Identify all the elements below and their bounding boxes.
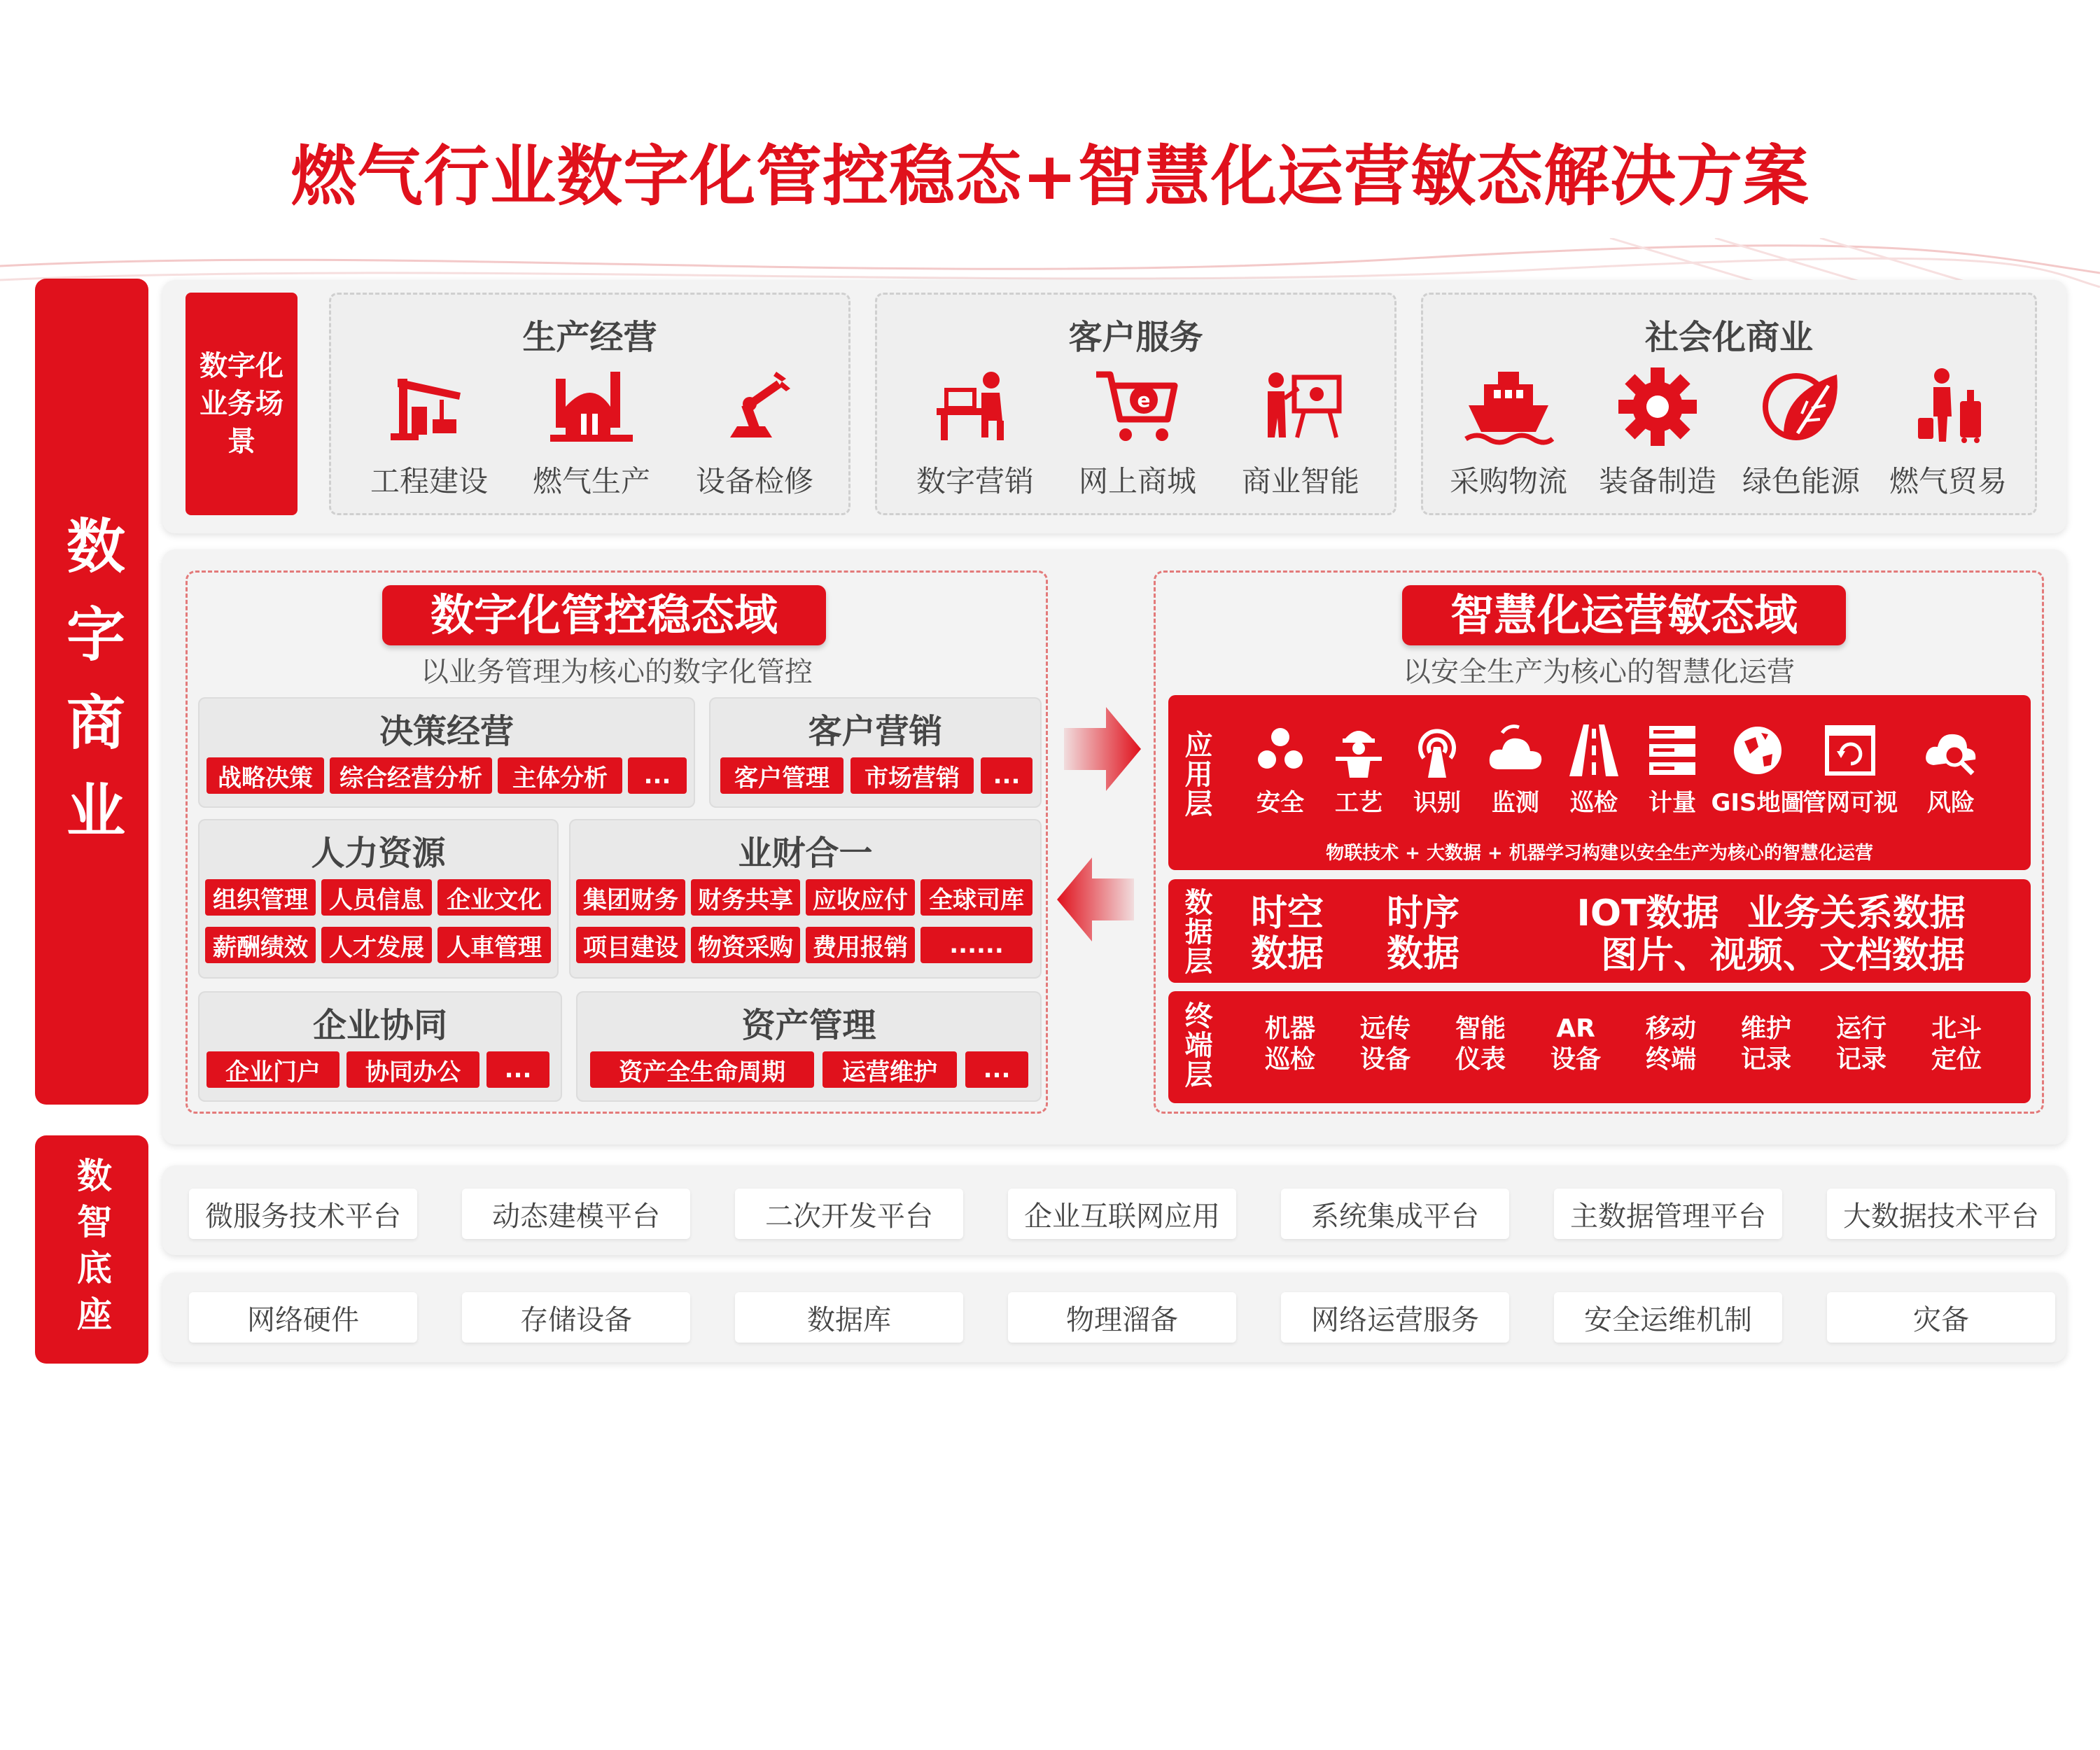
service-digital-marketing[interactable] [905, 365, 1045, 500]
traveler-icon [1903, 365, 1994, 449]
chip[interactable]: 协同办公 [346, 1051, 479, 1088]
cloud-search-icon [1924, 723, 1978, 778]
app-pipeline-visual[interactable] [1802, 723, 1898, 818]
card-title: 客户营销 [808, 712, 943, 751]
service-label: 装备制造 [1598, 464, 1716, 498]
card-collaboration [198, 991, 562, 1102]
chip[interactable]: 企业文化 [438, 879, 551, 916]
service-gas-trade[interactable] [1878, 365, 2018, 500]
more-chip[interactable]: ... [486, 1051, 550, 1088]
app-label: 管网可视 [1802, 789, 1898, 817]
card-title: 人力资源 [311, 834, 446, 873]
svg-text:e: e [1137, 388, 1151, 412]
chip[interactable]: 资产全生命周期 [590, 1051, 814, 1088]
group-customer-service [875, 293, 1396, 515]
cloud-icon [1488, 723, 1543, 778]
service-label: 绿色能源 [1742, 464, 1860, 498]
card-title: 业财合一 [738, 834, 873, 873]
robot-arm-icon [709, 365, 800, 449]
service-business-intelligence[interactable] [1231, 365, 1371, 500]
platform-item[interactable]: 微服务技术平台 [189, 1189, 417, 1239]
infrastructure-item[interactable]: 数据库 [735, 1292, 963, 1343]
layer-label: 数据层 [1180, 888, 1212, 976]
card-decision [198, 697, 695, 808]
server-icon [1645, 723, 1700, 778]
group-production [329, 293, 850, 515]
app-layer [1168, 695, 2031, 870]
platform-item[interactable]: 企业互联网应用 [1008, 1189, 1236, 1239]
chip[interactable]: 人才发展 [321, 927, 432, 963]
infrastructure-item[interactable]: 存储设备 [462, 1292, 690, 1343]
road-icon [1567, 723, 1621, 778]
service-label: 设备检修 [695, 464, 813, 498]
group-title: 客户服务 [1068, 318, 1203, 357]
data-item: 时序 数据 [1386, 892, 1460, 975]
card-title: 企业协同 [312, 1006, 447, 1045]
service-label: 数字营销 [916, 464, 1034, 498]
ship-icon [1463, 365, 1554, 449]
chip[interactable]: 企业门户 [206, 1051, 340, 1088]
platform-item[interactable]: 系统集成平台 [1281, 1189, 1509, 1239]
card-title: 决策经营 [379, 712, 514, 751]
agile-domain [1154, 570, 2044, 1114]
infrastructure-item[interactable]: 网络运营服务 [1281, 1292, 1509, 1343]
terminal-item: 维护 记录 [1740, 1014, 1791, 1074]
terminal-item: AR 设备 [1550, 1014, 1601, 1074]
chip[interactable]: 市场营销 [850, 757, 974, 794]
stable-domain-title: 数字化管控稳态域 [382, 585, 826, 645]
service-label: 商业智能 [1241, 464, 1359, 498]
group-title: 生产经营 [522, 318, 657, 357]
leaf-globe-icon [1756, 365, 1847, 449]
chip[interactable]: 主体分析 [498, 757, 622, 794]
side-label-digital-business: 数字商业 [35, 279, 148, 1105]
data-item: IOT数据 [1576, 892, 1719, 934]
chip[interactable]: 组织管理 [205, 879, 316, 916]
service-equipment-repair[interactable] [685, 365, 825, 500]
terminal-item: 机器 巡检 [1264, 1014, 1315, 1074]
data-item: 时空 数据 [1250, 892, 1324, 975]
data-item: 业务关系数据 [1746, 892, 1966, 934]
service-gas-production[interactable] [522, 365, 662, 500]
infrastructure-item[interactable]: 灾备 [1827, 1292, 2055, 1343]
signal-tower-icon [1410, 723, 1464, 778]
infrastructure-item[interactable]: 安全运维机制 [1554, 1292, 1782, 1343]
layer-label: 应用层 [1180, 730, 1212, 818]
desk-person-icon [930, 365, 1021, 449]
service-label: 燃气贸易 [1889, 464, 2007, 498]
platform-item[interactable]: 大数据技术平台 [1827, 1189, 2055, 1239]
presentation-icon [1255, 365, 1346, 449]
stable-domain-subtitle: 以业务管理为核心的数字化管控 [421, 656, 813, 688]
service-label: 燃气生产 [532, 464, 650, 498]
more-chip[interactable]: ... [628, 757, 687, 794]
page-title: 燃气行业数字化管控稳态+智慧化运营敏态解决方案 [290, 139, 1809, 215]
app-layer-caption: 物联技术 + 大数据 + 机器学习构建以安全生产为核心的智慧化运营 [1326, 843, 1873, 864]
arrow-right-icon [1064, 707, 1141, 791]
app-label: 计量 [1648, 789, 1696, 817]
infrastructure-item[interactable]: 物理溜备 [1008, 1292, 1236, 1343]
chip[interactable]: 集团财务 [576, 879, 685, 916]
card-business-finance [569, 819, 1042, 979]
app-label: 监测 [1492, 789, 1539, 817]
card-asset-management [576, 991, 1042, 1102]
more-chip[interactable]: ... [965, 1051, 1028, 1088]
app-risk[interactable] [1909, 723, 1993, 818]
chip[interactable]: 人员信息 [321, 879, 432, 916]
shopping-cart-icon [1092, 365, 1183, 449]
platform-item[interactable]: 二次开发平台 [735, 1189, 963, 1239]
terminal-item: 远传 设备 [1359, 1014, 1410, 1074]
app-label: GIS地圖 [1711, 789, 1805, 817]
factory-icon [546, 365, 637, 449]
chip[interactable]: 费用报销 [806, 927, 915, 963]
service-online-mall[interactable] [1068, 365, 1208, 500]
terminal-item: 智能 仪表 [1455, 1014, 1506, 1074]
data-layer [1168, 879, 2031, 983]
terminal-item: 移动 终端 [1645, 1014, 1696, 1074]
agile-domain-title: 智慧化运营敏态域 [1402, 585, 1846, 645]
worker-icon [1331, 723, 1386, 778]
terminal-item: 北斗 定位 [1931, 1014, 1982, 1074]
crane-icon [384, 365, 475, 449]
platform-item[interactable]: 主数据管理平台 [1554, 1189, 1782, 1239]
infrastructure-item[interactable]: 网络硬件 [189, 1292, 417, 1343]
group-title: 社会化商业 [1644, 318, 1813, 357]
app-label: 巡检 [1570, 789, 1618, 817]
chip[interactable]: 人車管理 [438, 927, 551, 963]
app-label: 工艺 [1335, 789, 1382, 817]
chip[interactable]: 全球司库 [920, 879, 1032, 916]
molecule-icon [1253, 723, 1308, 778]
service-equipment-manufacturing[interactable] [1588, 365, 1728, 500]
service-label: 网上商城 [1078, 464, 1196, 498]
chip[interactable]: 物资采购 [691, 927, 800, 963]
more-chip[interactable]: ...... [920, 927, 1032, 963]
layer-label: 终端层 [1180, 1001, 1212, 1089]
chip[interactable]: 运营维护 [822, 1051, 957, 1088]
gear-icon [1612, 365, 1703, 449]
chip[interactable]: 薪酬绩效 [205, 927, 316, 963]
chip[interactable]: 综合经营分析 [330, 757, 492, 794]
globe-icon [1730, 723, 1785, 778]
card-human-resources [198, 819, 559, 979]
chip[interactable]: 战略决策 [206, 757, 324, 794]
card-customer-marketing [709, 697, 1042, 808]
service-procurement-logistics[interactable] [1438, 365, 1578, 500]
app-label: 风险 [1927, 789, 1975, 817]
terminal-item: 运行 记录 [1835, 1014, 1886, 1074]
terminal-layer [1168, 991, 2031, 1103]
service-green-energy[interactable] [1731, 365, 1871, 500]
service-label: 工程建设 [370, 464, 488, 498]
service-engineering[interactable] [359, 365, 499, 500]
arrow-left-icon [1057, 858, 1134, 941]
scenario-label: 数字化业务场景 [186, 293, 298, 515]
stable-domain [186, 570, 1048, 1114]
more-chip[interactable]: ... [981, 757, 1032, 794]
platform-item[interactable]: 动态建模平台 [462, 1189, 690, 1239]
window-icon [1823, 723, 1877, 778]
chip[interactable]: 财务共享 [691, 879, 800, 916]
group-social-business [1421, 293, 2037, 515]
chip[interactable]: 客户管理 [720, 757, 844, 794]
app-label: 识别 [1413, 789, 1461, 817]
chip[interactable]: 应收应付 [806, 879, 915, 916]
data-item: 图片、视频、文档数据 [1600, 934, 1965, 976]
card-title: 资产管理 [741, 1006, 876, 1045]
side-label-digital-base: 数智底座 [35, 1135, 148, 1364]
app-label: 安全 [1256, 789, 1304, 817]
agile-domain-subtitle: 以安全生产为核心的智慧化运营 [1403, 656, 1795, 688]
chip[interactable]: 项目建设 [576, 927, 685, 963]
service-label: 采购物流 [1449, 464, 1567, 498]
